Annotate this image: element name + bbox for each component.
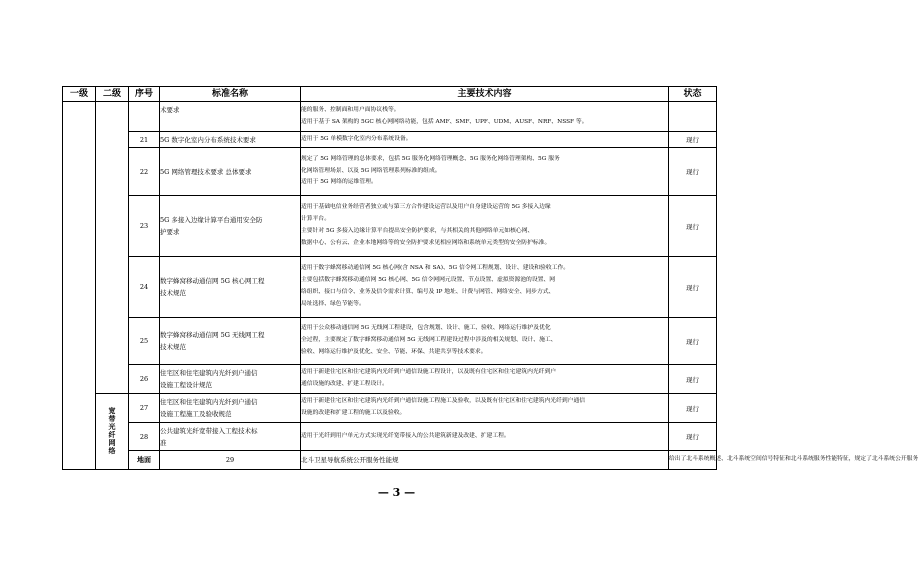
- row-status: 现行: [669, 394, 717, 423]
- table-header-row: [63, 87, 717, 102]
- table-row: [63, 257, 717, 318]
- row-content: 适用于数字蜂窝移动通信网 5G 核心网(含 NSA 和 SA)、5G 信令网工程规划、设计、建设和验收工作。 主要包括数字蜂窝移动通信网 5G 核心网、5G 信令网网元设置、节点设置、虚拟资源池的设置、网 络组织、接口与信令、业务及信令需求计算、编号及 IP 地址、计费与网管、网络安全、同步方式、 局址选择、绿色节能等。: [301, 257, 669, 318]
- row-num: 25: [129, 318, 160, 365]
- row-content: 能的服务、控制面和用户面协议栈等。 适用于基于 SA 架构的 5GC 核心网网络功能，包括 AMF、SMF、UPF、UDM、AUSF、NRF、NSSF 等。: [301, 102, 669, 132]
- level2-cell-broadband: 宽带光纤网络: [96, 394, 129, 470]
- row-num: 26: [129, 365, 160, 394]
- row-num: 24: [129, 257, 160, 318]
- table-row: [63, 451, 717, 470]
- header-main-content: 主要技术内容: [301, 87, 669, 102]
- row-content: 适用于基础电信业务经营者独立或与第三方合作建设运营以及用户自身建设运营的 5G 多接入边缘 计算平台。 主要针对 5G 多接入边缘计算平台提出安全防护要求，与其相关的其他网络单元如核心网、 数据中心、公有云、企业本地网络等的安全防护要求见相应网络和系统单元类型的安全防护标准。: [301, 196, 669, 257]
- row-content: 适用于 5G 单模数字化室内分布系统设备。: [301, 132, 669, 148]
- row-num: 22: [129, 148, 160, 196]
- row-content: 适用于公众移动通信网 5G 无线网工程建设，包含规划、设计、施工、验收、网络运行维护及优化 全过程，主要规定了数字蜂窝移动通信网 5G 无线网工程建设过程中涉及的相关规划、设计、施工、 验收、网络运行维护及优化、安全、节能、环保、共建共享等技术要求。: [301, 318, 669, 365]
- row-name: 5G 数字化室内分布系统技术要求: [160, 132, 301, 148]
- row-content: 规定了 5G 网络管理的总体要求，包括 5G 服务化网络管理概念、5G 服务化网络管理架构、5G 服务 化网络管理场景、以及 5G 网络管理系列标准的组成。 适用于 5G 网络的运维管理。: [301, 148, 669, 196]
- table-row: [63, 423, 717, 451]
- row-status: 现行: [669, 318, 717, 365]
- row-num: 23: [129, 196, 160, 257]
- row-content: 适用于新建住宅区和住宅建筑内光纤到户通信设施工程施工及验收，以及既有住宅区和住宅建筑内光纤到户通信 设施的改建和扩建工程的施工以及验收。: [301, 394, 669, 423]
- row-name: 住宅区和住宅建筑内光纤到户通信 设施工程设计规范: [160, 365, 301, 394]
- row-status: 现行: [669, 423, 717, 451]
- table-row: [63, 365, 717, 394]
- row-status: 现行: [669, 132, 717, 148]
- header-standard-name: 标准名称: [160, 87, 301, 102]
- table-row: [63, 394, 717, 423]
- row-name: 住宅区和住宅建筑内光纤到户通信 设施工程施工及验收规范: [160, 394, 301, 423]
- row-name: 公共建筑光纤宽带接入工程技术标 准: [160, 423, 301, 451]
- row-status: [669, 102, 717, 132]
- table-row: [63, 132, 717, 148]
- level1-cell: [63, 102, 96, 470]
- table-row: [63, 318, 717, 365]
- header-status: 状态: [669, 87, 717, 102]
- row-content: 适用于新建住宅区和住宅建筑内光纤到户通信设施工程设计，以及既有住宅区和住宅建筑内光纤到户 通信设施的改建、扩建工程设计。: [301, 365, 669, 394]
- row-name: 数字蜂窝移动通信网 5G 核心网工程 技术规范: [160, 257, 301, 318]
- row-status: 现行: [669, 257, 717, 318]
- row-status: 现行: [669, 365, 717, 394]
- table-row: [63, 102, 717, 132]
- table-row: [63, 148, 717, 196]
- header-level2: 二级: [96, 87, 129, 102]
- header-level1: 一级: [63, 87, 96, 102]
- row-content: 适用于光纤到用户单元方式实现光纤宽带接入的公共建筑新建及改建、扩建工程。: [301, 423, 669, 451]
- row-num: 28: [129, 423, 160, 451]
- row-num: 29: [160, 451, 301, 470]
- row-name: 5G 网络管理技术要求 总体要求: [160, 148, 301, 196]
- row-num: 27: [129, 394, 160, 423]
- row-num: [129, 102, 160, 132]
- row-name: 5G 多接入边缘计算平台通用安全防 护要求: [160, 196, 301, 257]
- row-status: 现行: [669, 148, 717, 196]
- page-number: — 3 —: [377, 486, 416, 499]
- row-status: 现行: [669, 196, 717, 257]
- row-name: 北斗卫星导航系统公开服务性能规: [301, 451, 669, 470]
- row-name: 术要求: [160, 102, 301, 132]
- row-num: 21: [129, 132, 160, 148]
- level2-cell-ground: 地面: [129, 451, 160, 470]
- level2-cell-5g: [96, 102, 129, 394]
- header-seq: 序号: [129, 87, 160, 102]
- standards-table: [62, 86, 918, 470]
- row-name: 数字蜂窝移动通信网 5G 无线网工程 技术规范: [160, 318, 301, 365]
- table-row: [63, 196, 717, 257]
- row-content: 给出了北斗系统概述、北斗系统空间信号特征和北斗系统服务性能特征，规定了北斗系统公开服务: [669, 451, 717, 470]
